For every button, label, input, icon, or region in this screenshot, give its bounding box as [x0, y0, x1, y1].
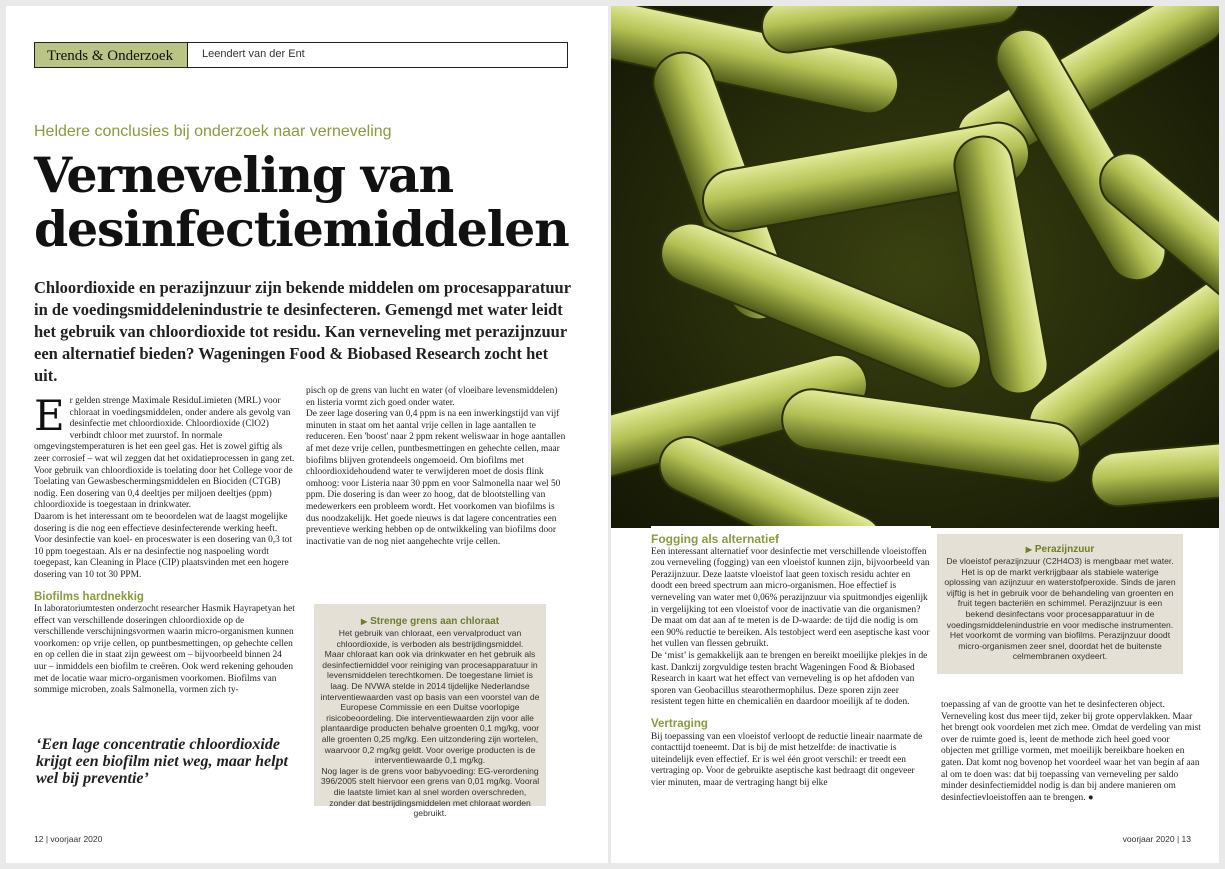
column-right-1	[651, 526, 931, 789]
box-paragraph: Nog lager is de grens voor babyvoeding: EG-verordening 396/2005 stelt hiervoor een grens van 0,01 mg/kg. Vooral die laatste limiet kan al snel worden overschreden, zonder dat bestrijdingsmiddelen met chloraat worden gebruikt.	[320, 765, 540, 819]
triangle-icon: ▶	[1025, 545, 1032, 554]
drop-cap: E	[34, 391, 65, 440]
paragraph-text: toepassing af van de grootte van het te desinfecteren object. Verneveling kost dus meer tijd, zeker bij grote oppervlakken. Maar het brengt ook voordelen met zich mee. Omdat de verdeling van mist over de ruimte goed is, leent de methode zich heel goed voor objecten met grillige vormen, met moeilijk bereikbare hoeken en gaten. Dat komt nog bovenop het voordeel waar het van begin af aan al om te doen was: dat bij toepassing van verneveling per saldo minder desinfectiemiddel nodig is dan bij andere manieren om desinfectievloeistoffen aan te brengen.	[941, 700, 1201, 803]
end-mark: ●	[1087, 792, 1094, 803]
page-number-right: voorjaar 2020 | 13	[1122, 834, 1191, 844]
paragraph: De zeer lage dosering van 0,4 ppm is na een inwerkingstijd van vijf minuten in staat om het aantal vrije cellen in lage aantallen te reduceren. Een 'boost' naar 2 ppm rekent weliswaar in hoge aantallen af met deze vrije cellen, puntbesmettingen en gehechte cellen, maar biofilms blijven grotendeels ongemoeid. Om biofilms met chloordioxidehoudend water te verwijderen moet de dosis flink omhoog: voor Listeria naar 30 ppm en voor Salmonella naar wel 50 ppm. Die dosering is dan weer zo hoog, dat de blootstelling van medewerkers een probleem wordt. Het voorkomen van biofilms is dus noodzakelijk. Het goede nieuws is dat lagere concentraties een preventieve werking hebben op de ontwikkeling van biofilms door inactivatie van de nog niet aangehechte vrije cellen.	[306, 409, 566, 547]
left-page	[6, 6, 608, 863]
paragraph: Bij toepassing van een vloeistof verloopt de reductie lineair naarmate de contacttijd toeneemt. Dat is bij de mist hetzelfde: de inactivatie is uiteindelijk even effectief. Er is wel één groot verschil: er treedt een vertraging op. Voor de gebruikte aseptische kast bedraagt dit ongeveer vier minuten, maar de vertraging hangt bij elke	[651, 731, 923, 788]
paragraph	[941, 700, 1201, 804]
subheading-biofilms: Biofilms hardnekkig	[34, 590, 144, 603]
paragraph: pisch op de grens van lucht en water (of vloeibare levensmiddelen) en listeria vormt zich goed onder water.	[306, 386, 558, 408]
title-line-1: Verneveling van	[34, 146, 453, 204]
article-title	[34, 148, 594, 256]
box-paragraph: Maar chloraat kan ook via drinkwater en het gebruik als desinfectiemiddel voor reiniging van procesapparatuur in levensmiddelen terechtkomen. De toegestane limiet is laag. De NVWA stelde in 2014 tijdelijke Nederlandse interventiewaarden vast op basis van een voorstel van de Europese Commissie en een Duitse voorlopige risicobeoordeling. Die interventiewaarden zijn voor alle plantaardige producten behalve groenten 0,1 mg/kg, voor alle groenten 0,25 mg/kg. Een uitzondering zijn wortelen, waarvoor 0,2 mg/kg geldt. Voor overige producten is de interventiewaarde 0,1 mg/kg.	[320, 649, 540, 766]
paragraph: Een interessant alternatief voor desinfectie met verschillende vloeistoffen zou verneveling (fogging) van een vloeistof kunnen zijn, bijvoorbeeld van Perazijnzuur. Deze laatste vloeistof laat geen toxisch residu achter en doodt een breed spectrum aan micro-organismen. Hoe effectief is verneveling van water met 0,06% perazijnzuur via spuitmondjes eigenlijk in vergelijking tot een vloeistof voor de inactivatie van die organismen? De maat om dat aan af te meten is de D-waarde: de tijd die nodig is om een 90% reductie te bereiken. Als testobject werd een aseptische kast voor het vullen van flessen gebruikt.	[651, 546, 930, 650]
subheading-vertraging: Vertraging	[651, 717, 708, 730]
article-lead: Chloordioxide en perazijnzuur zijn bekende middelen om procesapparatuur in de voedingsmiddelenindustrie te desinfecteren. Gemengd met water leidt het gebruik van chloordioxide tot residu. Kan verneveling met perazijnzuur een alternatief bieden? Wageningen Food & Biobased Research zocht het uit.	[34, 278, 571, 385]
box-paragraph: De vloeistof perazijnzuur (C2H4O3) is mengbaar met water. Het is op de markt verkrijgbaar als stabiele waterige oplossing van azijnzuur en waterstofperoxide. Sinds de jaren vijftig is het in gebruik voor de behandeling van groenten en fruit tegen bacteriën en schimmel. Perazijnzuur is een bekend desinfectans voor procesapparatuur in de voedingsmiddelenindustrie en voor medische instrumenten. Het voorkomt de vorming van biofilms. Perazijnzuur doodt micro-organismen zeer snel, doordat het de buitenste celmembranen oxydeert.	[944, 556, 1176, 662]
box-title-text: Strenge grens aan chloraat	[370, 616, 500, 627]
box-title	[320, 616, 540, 627]
column-left-1	[34, 391, 296, 697]
author-name: Leendert van der Ent	[202, 48, 305, 60]
triangle-icon: ▶	[360, 617, 368, 626]
column-right-2	[941, 700, 1201, 804]
column-left-2	[306, 386, 568, 548]
paragraph: Daarom is het interessant om te beoordelen wat de laagst mogelijke dosering is die nog een effectieve desinfecterende werking heeft. Voor desinfectie van koel- en proceswater is een dosering van 0,3 tot 10 ppm toegestaan. Als er na desinfectie nog naspoeling wordt toegepast, kan Cleaning in Place (CIP) plaatsvinden met een hogere dosering van 10 tot 30 PPM.	[34, 511, 293, 580]
right-page	[611, 6, 1219, 863]
section-tag: Trends & Onderzoek	[34, 42, 188, 68]
box-title	[943, 544, 1177, 555]
bacteria-photo	[611, 6, 1219, 528]
subheading-fogging: Fogging als alternatief	[651, 532, 780, 546]
box-paragraph: Het gebruik van chloraat, een vervalproduct van chloordioxide, is verboden als bestrijdingsmiddel.	[336, 628, 524, 649]
article-kicker: Heldere conclusies bij onderzoek naar verneveling	[34, 123, 392, 140]
paragraph: De ‘mist’ is gemakkelijk aan te brengen en bereikt moeilijke plekjes in de kast. Dankzij zorgvuldige testen bracht Wageningen Food & Biobased Research in kaart wat het effect van verneveling is op het afdoden van sporen van Geobacillus stearothermophilus. Deze sporen zijn zeer resistent tegen hitte en chemicaliën en daardoor moeilijk af te doden.	[651, 650, 928, 708]
sidebar-box-perazijnzuur	[937, 534, 1183, 674]
page-number-left: 12 | voorjaar 2020	[34, 834, 103, 844]
sidebar-box-chloraat	[314, 604, 546, 819]
paragraph: In laboratoriumtesten onderzocht researcher Hasmik Hayrapetyan het effect van verschillende doseringen chloordioxide op de verschillende verschijningsvormen waarin micro-organismen kunnen voorkomen: op vrije cellen, op puntbesmettingen, op gehechte cellen en op cellen die in staat zijn geweest om – bijvoorbeeld binnen 24 uur – inmiddels een biofilm te creëren. Ook werd rekening gehouden met de locatie waar micro-organismen voorkomen. Biofilms van sommige microben, zoals Salmonella, vormen zich ty-	[34, 604, 295, 696]
box-title-text: Perazijnzuur	[1034, 544, 1095, 555]
paragraph: r gelden strenge Maximale ResiduLimieten (MRL) voor chloraat in voedingsmiddelen, onder andere als gevolg van desinfectie met chloordioxide. Chloordioxide (ClO2) verbindt chloor met zuurstof. In normale omgevingstemperaturen is het een geel gas. Het is zowel giftig als zeer corrosief – wat wil zeggen dat het oxidatieprocessen in gang zet. Voor gebruik van chloordioxide is toelating door het College voor de Toelating van Gewasbeschermingsmiddelen en Biociden (CTGB) nodig. Een dosering van 0,4 deeltjes per miljoen deeltjes (ppm) chloordioxide is toegestaan in drinkwater.	[34, 396, 295, 511]
title-line-2: desinfectiemiddelen	[34, 200, 569, 258]
pull-quote: ‘Een lage concentratie chloordioxide krijgt een biofilm niet weg, maar helpt wel bij preventie’	[36, 736, 288, 787]
